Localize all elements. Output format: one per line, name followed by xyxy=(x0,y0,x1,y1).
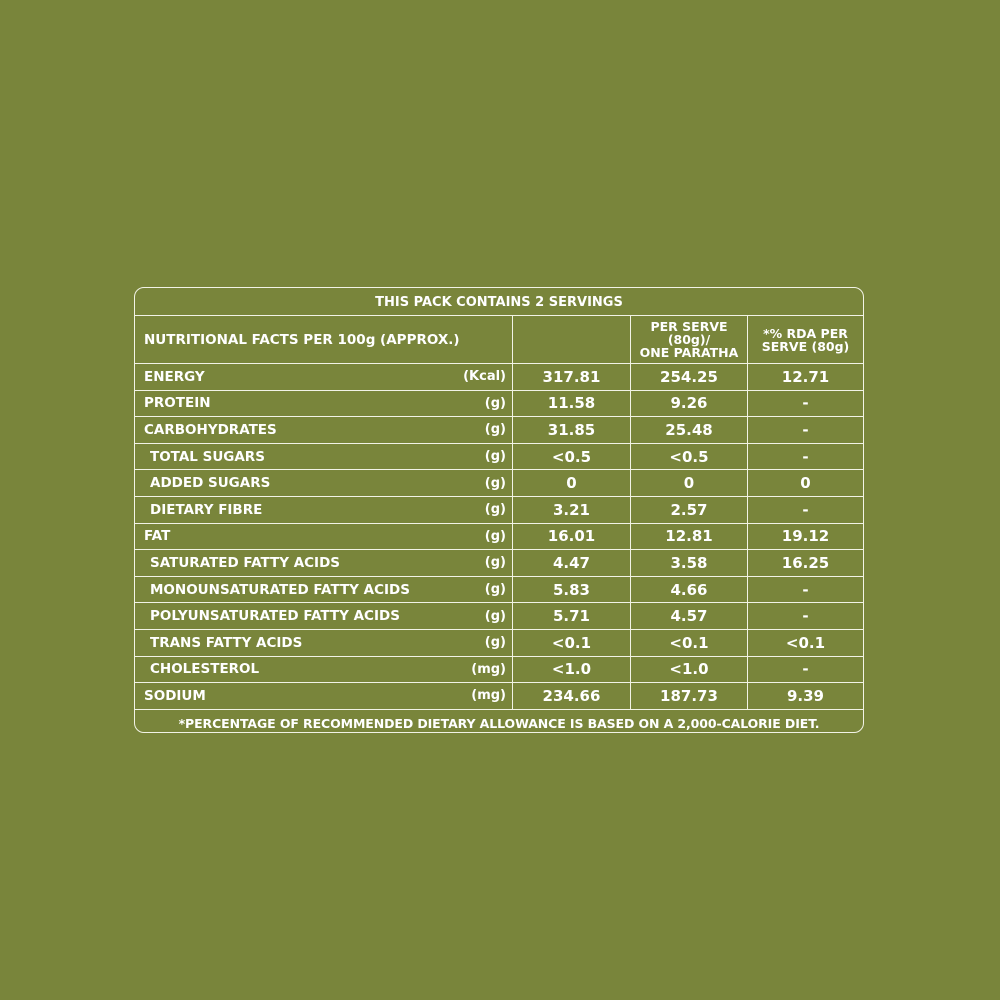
per-100g-value: 0 xyxy=(513,470,631,496)
rda-footnote: *PERCENTAGE OF RECOMMENDED DIETARY ALLOWANCE IS BASED ON A 2,000-CALORIE DIET. xyxy=(178,715,820,731)
per-serve-value: <1.0 xyxy=(631,657,748,683)
nutrient-label: TOTAL SUGARS xyxy=(150,448,265,465)
header-per-serve-line: PER SERVE xyxy=(650,319,728,334)
nutrient-label: FAT xyxy=(144,528,171,545)
nutrient-label: PROTEIN xyxy=(144,395,211,412)
per-serve-value: 254.25 xyxy=(631,364,748,390)
rda-value: - xyxy=(802,607,809,626)
nutrient-label: TRANS FATTY ACIDS xyxy=(150,634,303,651)
table-row xyxy=(135,391,863,418)
servings-title: THIS PACK CONTAINS 2 SERVINGS xyxy=(135,288,863,316)
per-serve-value: 187.73 xyxy=(631,683,748,709)
table-row xyxy=(135,524,863,551)
nutrient-unit: (g) xyxy=(484,395,506,411)
per-100g-value: 317.81 xyxy=(513,364,631,390)
header-per-serve-column xyxy=(631,316,748,363)
per-serve-value: 12.81 xyxy=(631,524,748,550)
table-row xyxy=(135,470,863,497)
table-row xyxy=(135,683,863,710)
header-rda-line: SERVE (80g) xyxy=(761,338,850,354)
rda-value: 16.25 xyxy=(781,553,830,572)
per-100g-value: 4.47 xyxy=(513,550,631,576)
table-row xyxy=(135,417,863,444)
header-per100-column xyxy=(513,316,631,363)
nutrient-unit: (mg) xyxy=(471,661,506,677)
per-serve-value: <0.1 xyxy=(631,630,748,656)
per-100g-value: <0.5 xyxy=(513,444,631,470)
rda-value: - xyxy=(802,500,809,519)
table-row xyxy=(135,603,863,630)
rda-value: 9.39 xyxy=(786,686,824,705)
nutrient-label: ENERGY xyxy=(144,368,205,385)
rda-value: <0.1 xyxy=(785,633,826,652)
nutrient-unit: (g) xyxy=(484,582,506,598)
table-body xyxy=(135,364,863,710)
header-nutrient-label: NUTRITIONAL FACTS PER 100g (APPROX.) xyxy=(144,331,460,348)
nutrient-unit: (g) xyxy=(484,502,506,518)
per-100g-value: 234.66 xyxy=(513,683,631,709)
nutrient-name-cell xyxy=(135,391,513,417)
rda-value: - xyxy=(802,660,809,679)
per-serve-value: 25.48 xyxy=(631,417,748,443)
table-row xyxy=(135,444,863,471)
header-rda-line: *% RDA PER xyxy=(763,325,848,341)
header-rda-column xyxy=(748,316,863,363)
nutrient-name-cell xyxy=(135,683,513,709)
rda-value: - xyxy=(802,447,809,466)
nutrient-unit: (g) xyxy=(484,422,506,438)
per-100g-value: 3.21 xyxy=(513,497,631,523)
per-100g-value: <0.1 xyxy=(513,630,631,656)
nutrient-label: ADDED SUGARS xyxy=(150,475,271,492)
nutrient-unit: (g) xyxy=(484,555,506,571)
nutrient-name-cell xyxy=(135,417,513,443)
nutrient-name-cell xyxy=(135,497,513,523)
per-100g-value: 11.58 xyxy=(513,391,631,417)
nutrient-unit: (g) xyxy=(484,635,506,651)
per-serve-value: <0.5 xyxy=(631,444,748,470)
nutrient-name-cell xyxy=(135,524,513,550)
nutrient-unit: (Kcal) xyxy=(463,369,506,385)
per-serve-value: 0 xyxy=(631,470,748,496)
nutrient-name-cell xyxy=(135,577,513,603)
per-100g-value: 5.71 xyxy=(513,603,631,629)
rda-value: 19.12 xyxy=(781,527,830,546)
nutrient-unit: (mg) xyxy=(471,688,506,704)
per-serve-value: 2.57 xyxy=(631,497,748,523)
nutrient-name-cell xyxy=(135,550,513,576)
nutrient-label: CHOLESTEROL xyxy=(150,661,260,678)
nutrient-label: POLYUNSATURATED FATTY ACIDS xyxy=(150,608,400,625)
rda-value: - xyxy=(802,420,809,439)
nutrient-label: SATURATED FATTY ACIDS xyxy=(150,554,341,571)
header-per-serve-line: ONE PARATHA xyxy=(639,345,739,360)
table-row xyxy=(135,550,863,577)
rda-value: - xyxy=(802,580,809,599)
nutrient-unit: (g) xyxy=(484,449,506,465)
nutrient-label: DIETARY FIBRE xyxy=(150,501,263,518)
per-100g-value: 16.01 xyxy=(513,524,631,550)
nutrient-name-cell xyxy=(135,630,513,656)
per-serve-value: 3.58 xyxy=(631,550,748,576)
nutrition-facts-panel xyxy=(134,287,864,733)
nutrition-table xyxy=(135,316,863,710)
per-serve-value: 4.66 xyxy=(631,577,748,603)
nutrient-unit: (g) xyxy=(484,475,506,491)
table-row xyxy=(135,630,863,657)
nutrient-name-cell xyxy=(135,470,513,496)
nutrient-name-cell xyxy=(135,603,513,629)
nutrient-label: MONOUNSATURATED FATTY ACIDS xyxy=(150,581,410,598)
header-per-serve-line: (80g)/ xyxy=(667,332,711,347)
per-100g-value: 31.85 xyxy=(513,417,631,443)
nutrient-name-cell xyxy=(135,444,513,470)
rda-value: 0 xyxy=(800,474,811,493)
rda-value: 12.71 xyxy=(781,367,830,386)
nutrient-label: SODIUM xyxy=(144,687,206,704)
per-serve-value: 9.26 xyxy=(631,391,748,417)
table-row xyxy=(135,364,863,391)
nutrient-unit: (g) xyxy=(484,528,506,544)
per-100g-value: 5.83 xyxy=(513,577,631,603)
rda-value: - xyxy=(802,394,809,413)
table-row xyxy=(135,497,863,524)
table-header-row xyxy=(135,316,863,364)
table-row xyxy=(135,657,863,684)
per-100g-value: <1.0 xyxy=(513,657,631,683)
nutrient-label: CARBOHYDRATES xyxy=(144,421,277,438)
nutrient-name-cell xyxy=(135,364,513,390)
header-nutrient-column xyxy=(135,316,513,363)
table-row xyxy=(135,577,863,604)
per-serve-value: 4.57 xyxy=(631,603,748,629)
nutrient-unit: (g) xyxy=(484,608,506,624)
nutrient-name-cell xyxy=(135,657,513,683)
